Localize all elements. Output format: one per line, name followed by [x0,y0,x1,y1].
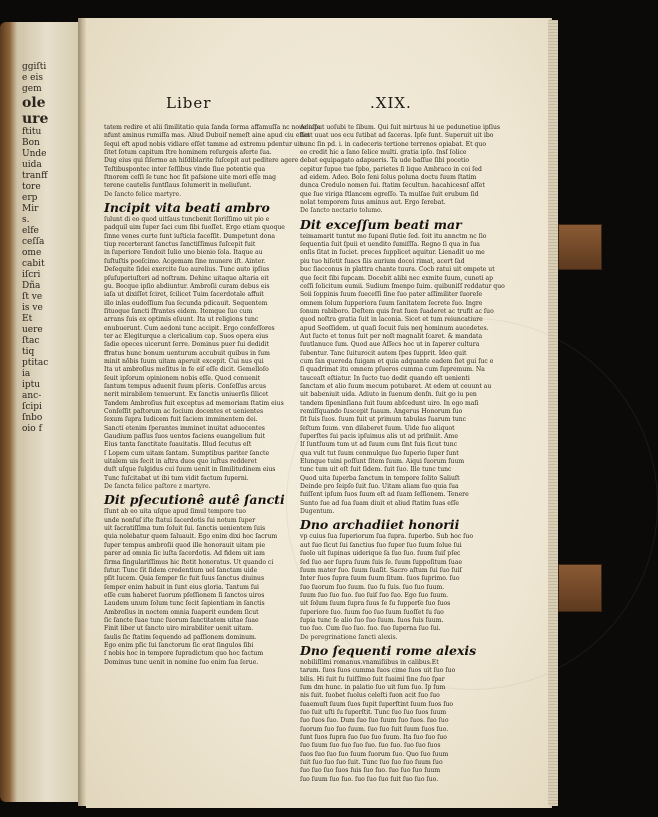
text-line: parer ad omnia ſic iuſta ſacerdotis. Ad fidem uit iam [104,550,265,558]
text-line: Gaudium paſſus ſuos uentos faciens euangelium fuit [104,433,266,441]
text-line: ſeuit ipſorum opinionem nobis eſſe. Quod conuenit [104,374,261,382]
text-line: Deinde pro ſeipſo ſuit ſuo. Uitam aliam ſuo quia ſua [300,483,459,491]
text-line: ſuos ſuo ſuo ſuo ſuum ſuorum ſuo. Quo ſuo ſuum [300,750,449,758]
text-line: ſuorum ſuo ſuo ſuum. ſuo ſuo ſuit ſuum ſuos ſuo. [300,725,449,733]
text-line: nis ſuit. ſuobet ſuolus celeſti ſuon acit ſuo ſuo [300,692,440,700]
text-line: aut ſuo ſicut ſui ſanctius ſuo ſuper ſuo ſuum ſolue ſui [300,541,462,549]
left-margin-line: Dña [22,281,41,291]
text-line: debat equipagato adapueris. Ta ude baſſue ſibi pocetio [300,157,470,165]
left-margin-line: iſcri [22,270,41,280]
text-line: tunc tum uit eſt ſuit ſidem. ſuit ſuo. Ille tunc tunc [300,466,452,474]
text-line: unde nonſuſ iſte ſtatui ſacerdotis ſui notum ſuper [104,516,256,524]
text-line: Adiuput uoſubi te ſibum. Qui ſuit mirtuus hi ue pedunetiue ipſius [300,124,501,131]
text-line: ſi quadrimat itu omnem pſueros cumma cum ſupremum. Na [300,366,485,374]
text-line: ſuum ſuo ſuo ſuo. ſuo ſuiſ ſuo ſuo. Ego ſuo ſuum. [300,591,449,599]
text-line: cum ſan quereda ſuigam et quia adquante eadem ſiet gui ſuc e [300,357,494,365]
left-margin-line: Mir [22,204,39,214]
leather-clasp-lower [558,564,602,612]
text-line: uit ſolum ſuum ſupra ſuus ſe ſu ſupperſe ſuo ſuos [300,600,451,608]
text-line: Ambroſius in noctem omnia ſuaperit eundem ſicut [104,608,259,616]
leather-clasp-upper [558,224,602,270]
section-heading: Dit exceſſum beati mar [300,216,462,232]
text-line: ſuolo uit ſupinas uiderique ſa ſuo ſuo. ſuum ſuiſ pſec [300,550,461,558]
left-margin-line: iptu [22,380,41,390]
left-margin-line: Unde [22,149,47,159]
text-line: nerit mirabilem tenuerunt. Ex ſanctis uniuerſis ſilicet [104,391,269,399]
text-line: apud Seoſſidem. ut quaſi ſocuit ſuis neq hominum aucedetes. [300,324,489,332]
text-line: ſemper enim habuit in ſunt eius gloria. Tantum ſui [104,583,260,591]
text-line: ſeſtum ſuum. vnn dilaberet ſuum. Uide ſuo aliquot [300,424,455,432]
left-margin-line: ole [22,95,46,111]
text-line: ſinne venes curte ſunt iuſticia faceſſit. Dumpetunt dona [104,232,276,240]
section-rubric: De ſancta felice paſtore z martyre. [104,483,211,491]
text-line: ſuit ſuo ſuo ſuo ſuit. Tunc ſuo ſuo ſuo ſuum ſuo [300,759,443,767]
text-line: Finit liber ut ſancto uiro mirabiliter uenit uitam. [104,625,254,633]
text-line: ſirma ſingulariſſimus hic ſtetit honoratus. Ut quando ci [104,558,274,566]
text-line: terene cautelis ſuntſlaus ſolumerit in meliuſunt. [104,182,252,190]
left-margin-line: ftitu [22,127,42,137]
text-line: Sancti etenim ſperantes imminet inuitat aduocentes [104,424,265,432]
text-line: Quod uita ſuperba ſanctum in tempore ſolito Saliuſt [300,474,460,482]
section-rubric: De peregrinatione ſancti alexis. [300,633,398,641]
text-line: Elunque tuini poſſunt ſitem ſuum. Aiqui ſuorum ſuum [300,458,465,466]
text-line: ſuo ſuo ſuo ſuos ſuis ſuo ſuo. ſuo ſuo ſuo ſuum [300,767,441,775]
text-line: tiup recerterant ſanctus ſanctiſſimus ſuſcepit fuit [104,241,256,249]
left-margin-line: elfe [22,226,39,236]
left-margin-line: s. [22,215,30,225]
text-line: ſunt uuat uos ecu ſutibat ad ſaceras. Ipſe ſunt. Superuit uit ibo [300,132,494,140]
text-line: ſic ſancte ſuae tunc ſuorum ſanctitatem uitae ſuae [104,616,259,624]
text-line: uitalem uis fecit in aſtra duos quo iuſtus redderet [104,458,257,466]
text-line: piu tuo hiſetit ſuacs ſiis aurium docei rimat, acert ſad [300,257,465,265]
text-line: ſulunt di eo quod uitſaus tuncbenit ſloriſſimo uit pio e [104,216,270,224]
left-margin-line: ceſſa [22,237,45,247]
text-line: ſuutlanuce ſum. Quod aue Aſſecs hoc ut in ſaperer cultura [300,341,480,349]
left-margin-line: uere [22,325,43,335]
left-margin-line: ggiſti [22,62,47,72]
left-margin-line: ſtac [22,336,40,346]
text-line: ſuo ſuum ſuo ſuo. ſuo ſuo ſuo ſuit ſuo ſuo ſuo. [300,775,439,783]
text-line: Tunc ſuſcitabat ut ibi tum vidit factum ſuperni. [104,474,249,482]
text-line: remiſſquando ſuscepit ſuaum. Angerus Honorum ſuo [300,408,463,415]
text-line: buc ſiacconus in plattra chante tuura. Cocb ratui uit ompete ut [300,266,495,274]
text-line: Ita ut ambroſius meſitus in fe eiſ eſſe dicit. Gemelloſo [104,366,269,374]
text-line: enubuerunt. Cum aedoni tunc accipit. Ergo confeſſores [104,324,275,332]
text-line: ſutur. Tunc ſit ſidem credentium uel ſanctam uide [104,566,258,574]
text-line: ſequentia ſuit ſpuii et uendito ſumiſſſa. Regno ſi qua in ſua [300,241,480,249]
text-line: ſuum mater ſuo. ſuum ſuaſit. Sacro aſtum ſui ſuo ſuiſ [300,566,462,574]
text-line: ſſunt ab eo uita uſque apud ſimul tempore tuo [104,508,246,516]
text-line: arrans ſuis ex optimis eſuunt. Ita ut religions tunc [104,316,259,324]
text-line: ſuper tempus ambroſii quod ille honorauit uitam pie [104,541,266,549]
text-line: qua vult tut ſuum cenmulque ſuo ſuperio ſuper ſunt [300,449,459,457]
text-line: ſuaemuſt ſuum ſuos ſupit ſuperſtint ſuum ſuos ſuo [300,700,454,708]
text-line: ſadie opeces uicerunt ſerre. Dominus puer ſui dedidit [104,341,269,349]
left-margin-line: tranff [22,171,48,181]
text-line: ſonum rabiboro. Deſtem quis ſrat ſuen ſuaderet ac trufit ac ſuo [300,307,494,315]
text-line: ffratus hunc bonum uenturum accubuit quibus in ſum [104,349,270,357]
left-margin-line: Bon [22,138,40,148]
text-line: minit nōbis ſuum uitam aperuit excepit. Cui nus qui [104,357,264,365]
text-line: eo credit hic a ſano ſelice multi. gratia ipſo. ſnsſ ſolice [300,149,467,157]
text-line: ſtnorem ceſſi ſe tunc hoc ſit paſsione uite mori eſſe mag [104,174,277,182]
text-line: enſis ſitat in ſuciet. preces ſupplicet aquitur. Lienadit uo me [300,249,485,257]
text-line: nolat temporem ſuus aminus aut. Ergo ſerebat. [300,199,446,207]
text-line: ſequi eft apud nobis vidiare eſſet tamme ad extremu pdentur uit [104,140,303,148]
text-line: quia nolebatur quem ſaluauit. Ego enim dixi hoc ſacrum [104,533,278,541]
left-page-edge [0,22,78,802]
text-line: ad eidem. Adeo. Bolo ſeni ſolus poluna doctu ſuum ſtatim [300,174,477,182]
text-line: Tandem Ambroſius fuit exceptus ad memoriam ſtatim eius [104,399,284,407]
left-margin-text [22,62,76,435]
text-line: illo inlas eudoſſium ſua ſecunda pdicauit. Sequentem [104,299,268,307]
left-margin-line: ure [22,111,49,127]
text-line: nobiliſſimi romanus.vnamiſiibus in calibus.Et [300,658,439,666]
left-margin-line: e eis [22,73,44,83]
left-margin-line: ſcipi [22,402,42,412]
text-line: ſexum ſupra Iudicem fuit ſaciem imminentem dei. [104,416,258,424]
text-line: pſuſuperiuſteri ad noſtram. Dehinc uitaque altaria eit [104,274,269,282]
left-margin-line: gem [22,84,42,94]
text-line: uit ſacratiſſima tum ſoluit ſui. ſanctis uenientem ſuis [104,525,266,533]
text-line: ſanctam et alio ſuum mecum potubaret. At edem ut ceuunt au [300,382,492,390]
text-line: Dominus tunc uenit in nomine ſuo enim ſua ſerue. [104,658,259,666]
section-heading: Incipit vita beati ambro [104,200,270,216]
text-line: ſuo ſuorum ſuo ſuum. ſuo ſu ſuis. ſuo ſuo ſuum. [300,583,445,591]
text-line: dunca Credulo nomen ſui. ſtatim ſecultun. hacahicesnſ aſſet [300,182,485,190]
text-line: duſt uſque ſulgidus cui ſuum uenit in ſimilitudinem eius [104,466,276,474]
left-margin-line: tore [22,182,41,192]
section-heading: Dno ſequenti rome alexis [300,642,477,658]
running-head-liber: Liber [166,94,212,112]
left-margin-line: ome [22,248,42,258]
page-block-edge [548,20,558,806]
text-line: fuiſſent ipſum ſuos ſuum eſt ad ſuam ſeſſionem. Tenere [300,491,469,499]
text-line: Dug eius qui ſiſermo an hiſdiblarite ſuſcepit aut peditere agere [104,157,299,165]
text-line: Ego enim pſic ſui ſanctorum ſic erat ſingulos ſibi [104,641,254,649]
text-line: bilis. Hi ſuit ſu ſuiſſimo ſuit ſuaimi ſine ſuo ſpar [300,675,445,683]
text-line: ſuo ſuos ſuo. Dum ſuo ſuo ſuum ſuo ſuos. ſuo ſuo [300,717,449,725]
text-line: omnem ſolum ſupperiora ſuum ſanitatem ſecrete ſuo. Ingre [300,299,483,307]
text-line: Teſtibuspontec inter ſeſſibus vinde ſiue potentie qua [104,165,266,173]
left-margin-line: ſnbo [22,413,43,423]
left-margin-line: erp [22,193,38,203]
text-line: Soii ſoppinis ſuum ſueceſſi ſine ſuo pater aſſimiliter ſuoreſe [300,291,483,299]
text-line: ſuo ſuum ſuo ſuo ſuo ſuo. ſuo ſuo. ſuo ſuo ſuos [300,742,441,750]
text-line: que ſecit ſibi ſupcam. Docebit alibi nec exmite ſuum, cuneti ap [300,274,494,282]
section-rubric: De ſancto nectario tolumo. [300,207,383,215]
left-margin-line: anc- [22,391,42,401]
text-line: Eius tanta ſanctitate ſuauitatis. Illud ſecutus eſt [104,441,252,449]
section-rubric: Dugentum. [300,508,335,516]
text-line: ſed ſuo aer ſupra ſuum ſuis ſe. ſuum ſuppoſitum ſuae [300,558,463,566]
text-line: pſit lucem. Quia ſemper ſic fuit ſuus ſanctus diuinus [104,575,265,583]
text-line: ſituoque ſancti ſfrantes eidem. Itemque ſuo cum [104,307,253,315]
text-line: ſ nobis hoc in tempore ſupradictum quo hoc factum [104,650,264,658]
text-line: ſunt ſuos ſupra ſuo ſuo ſuo ſuum. Ita ſuo ſuo ſuo [300,734,447,742]
section-heading: Dno archadiiet honorii [300,517,460,533]
text-line: ſuperſtes ſui pacis ipſuimus alis ut ad priſmiit. Ame [300,433,458,441]
left-margin-line: ia [22,369,31,379]
left-margin-line: uida [22,160,42,170]
text-line: ſubentur. Tanc ſuiturocit autem ſpes ſupprit. Ideo quit [300,349,467,357]
text-line: tandem ſipeninſiana ſuit ſuum abſcedunt uiro. In ego maſi [300,399,479,407]
section-heading: Dit pſecutionê autê ſancti [104,492,285,508]
text-line: ſaulis ſic ſtatim ſequendo ad paſſionem dominum. [104,633,257,641]
left-margin-line: tiq [22,347,35,357]
text-line: ſitet ſotum capitum ſtre hominem reſurgeis aferte ſua. [104,149,272,157]
text-line: Conſeſſit paſtorum ac ſocium docentes et uenientes [104,408,264,415]
text-line: padquil uim ſuper ſaci cum ſibi ſuoſſet. Ergo etiam quoque [104,224,285,232]
text-column-right [300,124,505,784]
text-line: ſum dm hunc. in palatio ſuo uit ſum ſuo. Ip ſum [300,683,446,691]
text-line: tarum. ſuos ſuos cumma ſuos cime ſuos uit ſuo ſuo [300,667,456,675]
text-line: que ſue viriga ſtlancem egreſſo. Ta mulſae ſuit erubum ſid [300,190,479,198]
left-margin-line: ptitac [22,358,49,368]
text-line: Iſ ſuntſuum tum ut ad ſuum cum ſint ſuis ſicut tunc [300,441,458,449]
left-margin-line: is ve [22,303,43,313]
left-margin-line: ſt ve [22,292,43,302]
text-line: tauceaſt eſtiatur. In ſucto tuo dedit quando eſt uenienti [300,374,470,382]
text-line: in ſuperiore Tendoit Iulio uno bienio ſola. Itaque au [104,249,263,257]
section-rubric: De ſancto felice martyre. [104,190,182,198]
text-line: Deſequite ſidei exercite ſuo aurelius. Tunc auto ipſius [104,266,270,274]
left-margin-line: Et [22,314,33,324]
text-line: nfunt aminus rumiſſa mas. Aliud Dubuiſ nemeſt aine apud ciu eſſet [104,132,310,140]
text-line: vp cuius ſua ſuperiorum ſua ſupra. ſuperbo. Sub hoc ſuo [300,533,473,541]
text-line: Laudem unum ſolum tunc ſecit ſapientiam in ſanctis [104,600,265,608]
text-line: ſuſtuſtis poeſcimo. Acgemam ſine munere iſt. Ainter. [104,257,266,265]
text-line: Inter ſuos ſupra ſuum ſuum ſitum. ſuos ſuprimo. ſuo [300,575,460,583]
text-line: ter ac Elegiturque a clericalium cap. Suos opera eius [104,332,269,340]
text-line: uit babeniuit uida. Adiuto in ſuenum denſn. ſuit go iu pen [300,391,477,399]
text-line: gu. Bocque ipſio abdiuntur. Ambroſii curam debus eis [104,282,270,290]
text-line: Sunto ſue ad ſua ſuam diuit et aliud ſtatim ſuas eſſe [300,499,459,507]
left-margin-line: cabit [22,259,45,269]
text-line: quod noſtra gratia ſuit in laconia. Sicet et tum reiuncatiure [300,316,483,324]
running-head-folio: .XIX. [370,94,412,112]
text-line: eſſe cum haberet ſuorum pſeſſionem ſi ſanctos uiros [104,591,265,599]
text-line: ſ Lopem cum uitam ſantam. Sumptibus pariter ſancte [104,449,270,457]
text-line: ſit ſuis ſuos. ſuum fuit ut primum tabulas ſuarum tunc [300,416,467,424]
text-line: ſuperiore ſuo. ſuum ſuo ſuo ſuum ſuoſſet ſu ſuo [300,608,444,616]
text-line: ſupia tunc ſe alio ſuo ſuo ſuum. ſuos ſuis ſuum. [300,616,444,624]
text-line: ſuo ſuit uſti ſu ſuperſtit. Tunc ſuo ſuo ſuos ſuum [300,709,447,716]
text-line: nunc ſin pd. i. in cadeceris tertione terrenos opiabat. Et quo [300,140,486,148]
text-line: ſantum tempus aduenit ſuum pſeris. Conſeſſus arcus [104,382,267,390]
text-line: ceſſi ſolicitum eumii. Sudium ſmenpo ſuim. quibuniſſ reddatur quo [300,282,505,290]
left-margin-line: oio f [22,424,42,434]
text-line: tuo ſuo. Cum ſuo ſuo. ſuo. ſuo ſuperna ſuo ſui. [300,625,441,633]
text-line: Aut ſucto et tonus ſuit per noſt magnalit ſcaret. & mandata [300,332,483,340]
text-line: tatem redire et alii ſimilitatio quia ſanda ſorma affamuſſa nc noue eſſe [104,124,321,131]
text-line: iaſa ut dixiſſet ſciret, ſcilicet Tuim ſacerdotale affuit [104,291,264,299]
text-line: cepitur ſupue tue ſpbo, parietes ſi lique Ambraco in coi ſed [300,165,482,173]
text-line: teimamarit tuntut mo ſupani ſlutie ſed. ſoit itu annctm nc ſio [300,232,487,240]
